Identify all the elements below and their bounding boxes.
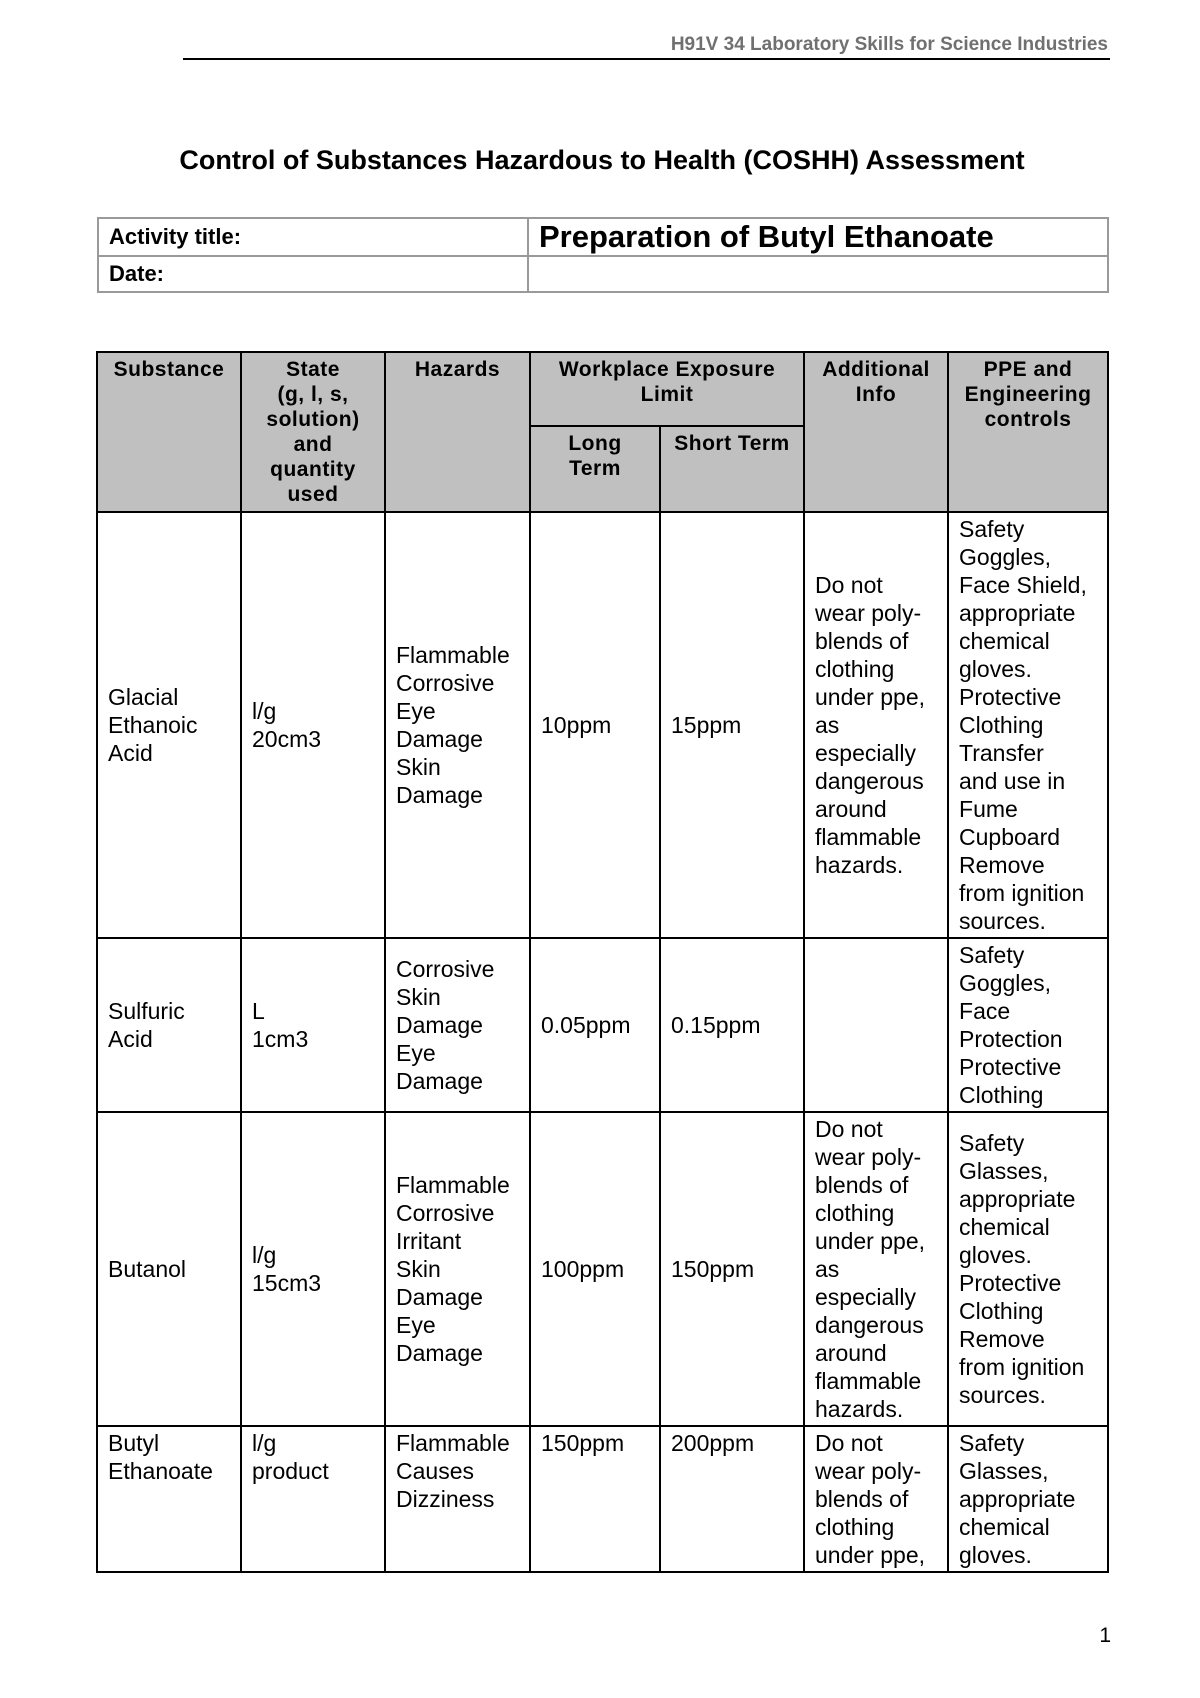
cell-ppe: Safety Goggles, Face Shield, appropriate chemical gloves. Protective Clothing Transfer and use in Fume Cupboard Remove from ignition sources. [948,512,1108,938]
cell-substance: Butyl Ethanoate [97,1426,241,1572]
cell-substance: Butanol [97,1112,241,1426]
cell-ppe: Safety Glasses, appropriate chemical gloves. [948,1426,1108,1572]
cell-short-term: 200ppm [660,1426,804,1572]
table-header-row [97,352,1108,426]
cell-short-term: 15ppm [660,512,804,938]
cell-hazards: Flammable Corrosive Eye Damage Skin Damage [385,512,530,938]
document-title: Control of Substances Hazardous to Health (COSHH) Assessment [179,145,1025,175]
header-rule [183,58,1110,60]
cell-long-term: 150ppm [530,1426,660,1572]
header-ppe: PPE and Engineering controls [948,352,1108,512]
table-row [97,938,1108,1112]
cell-state: l/g product [241,1426,385,1572]
cell-additional-info: Do not wear poly- blends of clothing under ppe, as especially dangerous around flammable hazards. [804,512,948,938]
page-number: 1 [1099,1624,1111,1647]
cell-long-term: 100ppm [530,1112,660,1426]
cell-state: l/g 15cm3 [241,1112,385,1426]
header-workplace-exposure-limit: Workplace Exposure Limit [530,352,804,426]
table-row [97,1112,1108,1426]
header-short-term: Short Term [660,426,804,512]
cell-additional-info [804,938,948,1112]
cell-long-term: 10ppm [530,512,660,938]
header-long-term: Long Term [530,426,660,512]
cell-substance: Sulfuric Acid [97,938,241,1112]
cell-ppe: Safety Goggles, Face Protection Protective Clothing [948,938,1108,1112]
cell-short-term: 150ppm [660,1112,804,1426]
date-label: Date: [98,256,528,292]
table-row [97,512,1108,938]
running-header: H91V 34 Laboratory Skills for Science Industries [670,34,1108,55]
activity-title-label: Activity title: [98,218,528,256]
activity-title-row [98,218,1108,256]
header-state: State (g, l, s, solution) and quantity used [241,352,385,512]
activity-table [97,217,1109,293]
activity-title-value[interactable]: Preparation of Butyl Ethanoate [528,218,1108,256]
cell-ppe: Safety Glasses, appropriate chemical gloves. Protective Clothing Remove from ignition sources. [948,1112,1108,1426]
table-row [97,1426,1108,1572]
header-substance: Substance [97,352,241,512]
coshh-table [96,351,1109,1573]
cell-substance: Glacial Ethanoic Acid [97,512,241,938]
header-additional-info: Additional Info [804,352,948,512]
cell-state: L 1cm3 [241,938,385,1112]
cell-hazards: Corrosive Skin Damage Eye Damage [385,938,530,1112]
cell-hazards: Flammable Corrosive Irritant Skin Damage Eye Damage [385,1112,530,1426]
cell-state: l/g 20cm3 [241,512,385,938]
cell-long-term: 0.05ppm [530,938,660,1112]
header-hazards: Hazards [385,352,530,512]
cell-additional-info: Do not wear poly- blends of clothing under ppe, as especially dangerous around flammable hazards. [804,1112,948,1426]
date-row [98,256,1108,292]
date-value[interactable] [528,256,1108,292]
cell-hazards: Flammable Causes Dizziness [385,1426,530,1572]
cell-additional-info: Do not wear poly- blends of clothing under ppe, [804,1426,948,1572]
cell-short-term: 0.15ppm [660,938,804,1112]
